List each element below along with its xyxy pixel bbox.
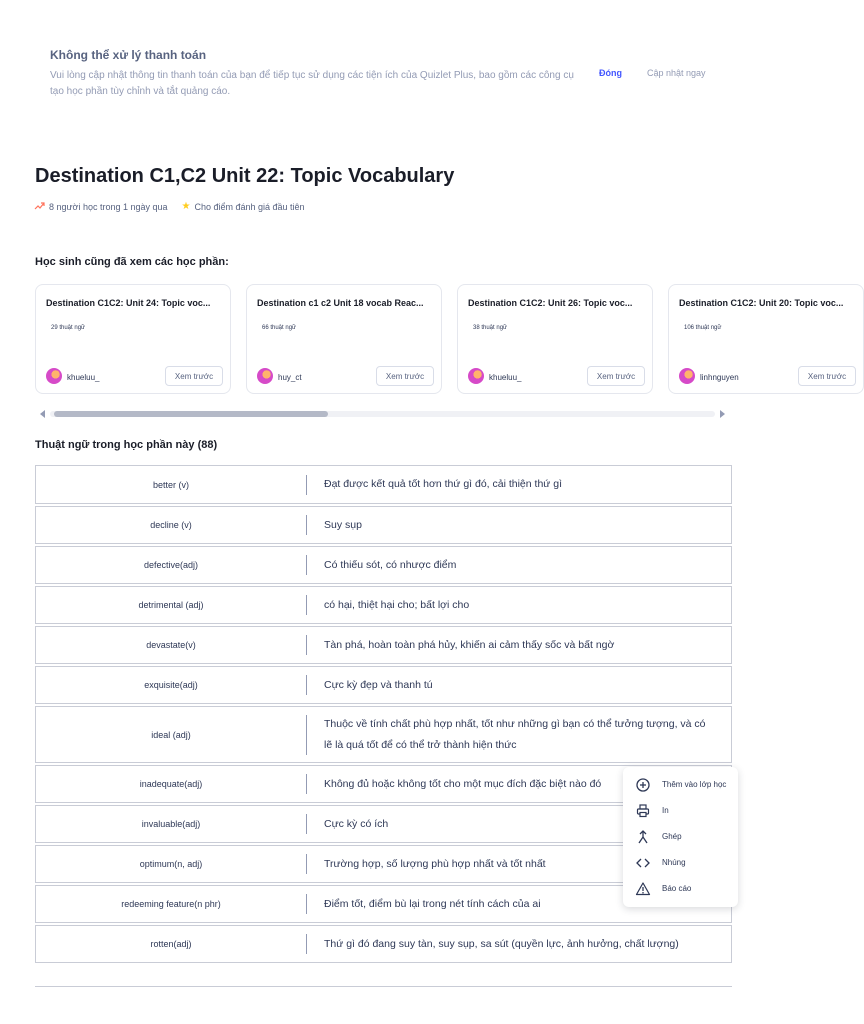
- set-meta: [35, 201, 305, 212]
- table-row: [35, 666, 732, 704]
- menu-item-embed[interactable]: [623, 853, 738, 873]
- card-title: Destination C1C2: Unit 26: Topic voc...: [468, 298, 633, 308]
- term-definition: Có thiếu sót, có nhược điểm: [324, 558, 457, 571]
- term-definition: có hại, thiệt hại cho; bất lợi cho: [324, 598, 470, 611]
- banner-close-button[interactable]: Đóng: [599, 68, 622, 78]
- banner-message: Vui lòng cập nhật thông tin thanh toán của bạn để tiếp tục sử dụng các tiện ích của Quizlet Plus, bao gồm các công cụ tạo học phần tùy chỉnh và tắt quảng cáo.: [50, 70, 574, 97]
- term-word: rotten(adj): [150, 939, 192, 949]
- card-username[interactable]: khueluu_: [67, 373, 100, 382]
- menu-item-print[interactable]: [623, 801, 738, 821]
- related-sets-carousel: [35, 284, 847, 398]
- table-row: [35, 546, 732, 584]
- card-title: Destination C1C2: Unit 20: Topic voc...: [679, 298, 844, 308]
- card-username[interactable]: huy_ct: [278, 373, 302, 382]
- menu-item-label: Ghép: [662, 832, 682, 841]
- related-set-card[interactable]: [668, 284, 864, 394]
- avatar: [679, 368, 695, 384]
- banner-update-button[interactable]: Cập nhật ngay: [647, 68, 706, 78]
- payment-banner: [0, 0, 768, 122]
- card-term-count: 66 thuật ngữ: [262, 325, 297, 331]
- term-word: inadequate(adj): [139, 779, 203, 789]
- term-word: better (v): [152, 479, 189, 490]
- related-set-card[interactable]: [246, 284, 442, 394]
- term-word: exquisite(adj): [144, 680, 198, 690]
- scroll-left-arrow-icon[interactable]: [40, 410, 45, 418]
- menu-item-label: Nhúng: [662, 858, 686, 867]
- menu-item-label: Báo cáo: [662, 884, 692, 893]
- table-row: [35, 465, 732, 504]
- warning-icon: [635, 881, 651, 897]
- menu-item-add-to-class[interactable]: [623, 775, 738, 795]
- plus-circle-icon: [635, 777, 651, 793]
- avatar: [257, 368, 273, 384]
- set-actions-menu: [623, 767, 738, 907]
- term-definition: Cực kỳ có ích: [324, 817, 389, 830]
- card-term-count: 106 thuật ngữ: [684, 325, 722, 331]
- carousel-scrollbar-thumb[interactable]: [54, 411, 328, 417]
- table-row: [35, 586, 732, 624]
- code-embed-icon: [635, 855, 651, 871]
- term-definition: Trường hợp, số lượng phù hợp nhất và tốt nhất: [324, 857, 546, 870]
- related-sets-heading: Học sinh cũng đã xem các học phần:: [35, 256, 229, 268]
- menu-item-report[interactable]: [623, 879, 738, 899]
- terms-heading: Thuật ngữ trong học phần này (88): [35, 439, 218, 451]
- term-definition: Suy sụp: [324, 518, 362, 531]
- term-word: invaluable(adj): [141, 819, 201, 829]
- table-row: [35, 626, 732, 664]
- term-word: redeeming feature(n phr): [121, 899, 221, 909]
- learners-count: 8 người học trong 1 ngày qua: [49, 201, 168, 212]
- merge-icon: [635, 829, 651, 845]
- card-term-count: 29 thuật ngữ: [51, 325, 86, 331]
- card-username[interactable]: linhnguyen: [700, 373, 739, 382]
- section-divider: [35, 986, 732, 987]
- term-word: defective(adj): [143, 560, 199, 570]
- avatar: [468, 368, 484, 384]
- star-icon: ★: [181, 201, 191, 212]
- rating-prompt[interactable]: Cho điểm đánh giá đầu tiên: [194, 201, 305, 212]
- table-row: [35, 506, 732, 544]
- term-definition: Cực kỳ đẹp và thanh tú: [324, 678, 433, 691]
- term-definition: Thứ gì đó đang suy tàn, suy sụp, sa sút (quyền lực, ảnh hưởng, chất lượng): [324, 937, 679, 950]
- table-row: [35, 925, 732, 963]
- preview-button[interactable]: Xem trước: [376, 366, 434, 386]
- scroll-right-arrow-icon[interactable]: [720, 410, 725, 418]
- term-word: devastate(v): [146, 640, 196, 650]
- card-term-count: 38 thuật ngữ: [473, 325, 508, 331]
- term-definition: Không đủ hoặc không tốt cho một mục đích đặc biệt nào đó: [324, 777, 602, 790]
- preview-button[interactable]: Xem trước: [165, 366, 223, 386]
- menu-item-label: Thêm vào lớp học: [662, 780, 727, 789]
- avatar: [46, 368, 62, 384]
- term-definition: Điểm tốt, điểm bù lại trong nét tính cách của ai: [324, 897, 541, 910]
- related-set-card[interactable]: [457, 284, 653, 394]
- preview-button[interactable]: Xem trước: [798, 366, 856, 386]
- term-word: detrimental (adj): [138, 600, 204, 610]
- term-definition: Thuộc về tính chất phù hợp nhất, tốt như những gì bạn có thể tưởng tượng, và có lẽ là quá tốt để có thể trở thành hiện thức: [324, 717, 706, 751]
- menu-item-merge[interactable]: [623, 827, 738, 847]
- term-word: ideal (adj): [151, 729, 191, 740]
- card-username[interactable]: khueluu_: [489, 373, 522, 382]
- term-word: optimum(n, adj): [139, 859, 203, 869]
- menu-item-label: In: [662, 806, 669, 815]
- banner-title: Không thể xử lý thanh toán: [50, 48, 207, 62]
- trending-icon: [35, 202, 45, 212]
- term-definition: Tàn phá, hoàn toàn phá hủy, khiến ai cảm thấy sốc và bất ngờ: [324, 638, 615, 651]
- related-set-card[interactable]: [35, 284, 231, 394]
- term-word: decline (v): [150, 520, 192, 530]
- page-title: Destination C1,C2 Unit 22: Topic Vocabulary: [35, 165, 455, 187]
- preview-button[interactable]: Xem trước: [587, 366, 645, 386]
- printer-icon: [635, 803, 651, 819]
- card-title: Destination c1 c2 Unit 18 vocab Reac...: [257, 298, 424, 308]
- card-title: Destination C1C2: Unit 24: Topic voc...: [46, 298, 211, 308]
- table-row: [35, 706, 732, 763]
- term-definition: Đạt được kết quả tốt hơn thứ gì đó, cải thiện thứ gì: [324, 478, 562, 490]
